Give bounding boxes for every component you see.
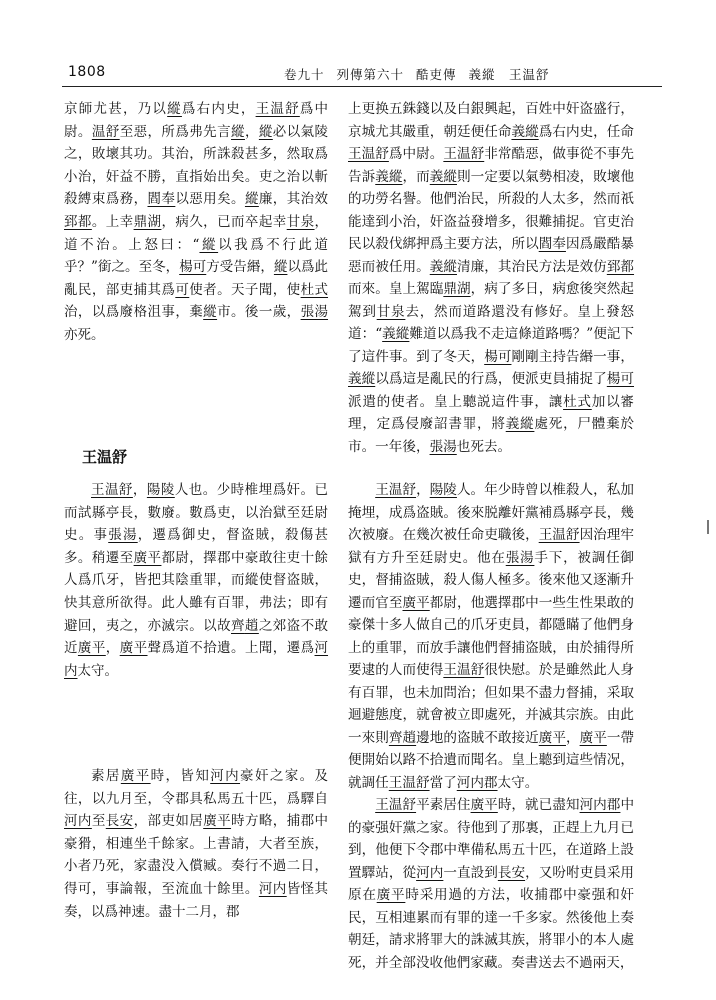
proper-name: 河内 (64, 640, 329, 679)
text-run: 都尉，他選擇郡中一些生性果敢的豪傑十多人做自己的爪牙吏員，都隱瞞了他們身上的重罪，而放手讓他們督捕盗賊，由於捕得所要逮的人而使得 (348, 594, 635, 678)
proper-name: 王温舒 (348, 146, 389, 162)
text-run: 剛剛主持告緡一事， (511, 348, 635, 365)
text-run: 人。年少時曾以椎殺人，私加掩埋，成爲盗賊。後來脱離奸黨補爲縣亭長，幾次被廢。在幾次被任命吏職後， (348, 482, 635, 543)
text-run: ，而 (402, 168, 430, 185)
text-run: 當了 (429, 774, 457, 791)
proper-name: 義縱 (511, 123, 539, 140)
text-run: 至惡，所爲弗先言 (119, 123, 232, 140)
proper-name: 王温舒 (375, 797, 417, 813)
text-run: 一帶便開始以路不拾遺而聞名。皇上聽到這些情况，就調任 (348, 729, 635, 791)
proper-name: 縱 (273, 259, 288, 276)
running-header (62, 62, 662, 87)
proper-name: 趙 (244, 617, 259, 634)
proper-name: 縱 (167, 101, 182, 117)
translation-paragraph-2 (348, 479, 634, 794)
proper-name: 廣平 (402, 594, 430, 611)
proper-name: 張湯 (108, 527, 138, 544)
original-paragraph-1 (64, 98, 328, 347)
text-run: 廉，其治效 (258, 191, 329, 208)
text-run: ，部吏如居 (133, 813, 204, 830)
proper-name: 河内 (416, 864, 444, 881)
text-run: 之郊盗不敢近 (64, 617, 329, 657)
proper-name: 張湯 (300, 304, 329, 321)
proper-name: 廣平 (77, 640, 106, 657)
text-run: 很快慰。於是雖然此人身有百罪，也未加問治；但如果不盡力督捕，采取迴避態度，就會被立即處死，并滅其宗族。由此一來則 (348, 662, 635, 746)
text-run: 治，以爲廢格沮事，棄 (64, 304, 204, 321)
text-run: 清廉，其治民方法是效仿 (456, 258, 607, 275)
proper-name: 趙 (402, 729, 417, 746)
proper-name: 廣平 (538, 729, 566, 746)
text-run: 人也。少時椎埋爲奸。已而試縣亭長，數廢。數爲吏，以治獄至廷尉史。事 (64, 482, 328, 544)
text-run: 聲爲道不拾遺。上聞，遷爲 (147, 640, 315, 657)
text-run: 因爲嚴酷暴惡而被任用。 (348, 236, 635, 275)
text-run: 太守。 (77, 662, 118, 679)
proper-name: 陽陵 (146, 482, 175, 498)
text-run: 則一定要以氣勢相凌，敗壞他的功勞名譽。他們治民，所殺的人太多，然而祇能達到小治，奸盗益發增多，很難捕捉。官吏治民以殺伐綁押爲主要方法，所以 (348, 168, 635, 252)
proper-name: 王温舒 (388, 774, 430, 791)
proper-name: 縱 (231, 123, 245, 140)
proper-name: 郅都 (64, 213, 92, 230)
text-run: 市。後一歲， (217, 304, 301, 321)
text-run: ，病久，已而卒起幸 (161, 213, 287, 230)
text-run: 時，皆知 (150, 768, 211, 784)
text-run: ， (565, 729, 580, 746)
text-run: 時方略，捕郡中豪猾，相連坐千餘家。上書請，大者至族，小者乃死，家盡没入償臧。奏行不過二日，得可，事論報，至流血十餘里。 (64, 813, 329, 897)
proper-name: 鼎湖 (443, 281, 471, 297)
proper-name: 縱 (258, 123, 273, 140)
text-run: 因治理牢獄有方升至廷尉史。他在 (348, 527, 635, 566)
translation-paragraph-3 (348, 794, 634, 974)
section-label: 列傳第六十 (336, 67, 405, 82)
proper-name: 楊可 (179, 259, 207, 276)
text-run: 爲右内史， (181, 101, 256, 117)
text-run: 爲右内史，任命 (538, 123, 635, 140)
text-run: ，又吩咐吏員采用原在 (348, 864, 635, 903)
proper-name: 杜式 (563, 393, 592, 410)
proper-name: 甘泉 (376, 303, 406, 320)
original-text-column-bottom (64, 765, 328, 923)
proper-name: 廣平 (376, 887, 406, 903)
proper-name: 縱 (244, 191, 259, 208)
text-run: 也死去。 (456, 438, 512, 455)
text-run: 必以氣陵之，敗壞其功。其治，所誅殺甚多，然取爲小治，奸益不勝，直指始出矣。吏之治以斬殺縛束爲務， (64, 123, 329, 208)
volume-label: 卷九十 (284, 67, 325, 82)
text-run: ， (105, 640, 120, 657)
original-text-column-top (64, 98, 328, 347)
translation-column-bottom (348, 479, 634, 974)
text-run: ，遷爲御史，督盗賊，殺傷甚多。稍遷至 (64, 527, 329, 566)
text-run: 皆怪其奏，以爲神速。盡十二月，郡 (64, 880, 329, 920)
text-run: 難道以爲我不走這條道路嗎？”便記下了這件事。到了冬天， (348, 326, 635, 365)
translation-column-top (348, 98, 634, 458)
text-run: 京師尤甚，乃以 (64, 101, 168, 117)
text-run: 上更换五銖錢以及白銀興起，百姓中奸盗盛行，京城尤其嚴重，朝廷便任命 (348, 101, 634, 140)
proper-name: 義縱 (375, 168, 403, 185)
proper-name: 義縱 (382, 326, 410, 342)
subjects-label: 義縱 王温舒 (468, 67, 550, 82)
text-run: 豪奸之家。及往，以九月至，令郡具私馬五十匹，爲驛自 (64, 768, 329, 807)
proper-name: 閻奉 (147, 191, 176, 208)
proper-name: 王温舒 (443, 146, 485, 162)
proper-name: 楊可 (606, 371, 635, 387)
text-run: 太守。 (497, 774, 539, 791)
text-run: 素居 (91, 768, 121, 784)
proper-name: 義縱 (505, 416, 535, 432)
proper-name: 縱 (199, 236, 219, 253)
proper-name: 王温舒 (375, 482, 417, 498)
proper-name: 杜式 (300, 281, 329, 298)
proper-name: 楊可 (484, 348, 512, 365)
proper-name: 王温舒 (443, 662, 485, 678)
proper-name: 陽陵 (429, 482, 457, 498)
proper-name: 廣平 (470, 797, 498, 813)
text-run: 手下，被調任御史，督捕盗賊，殺人傷人極多。後來他又逐漸升遷而官至 (348, 549, 635, 611)
proper-name: 廣平 (119, 640, 148, 657)
proper-name: 長安 (497, 864, 526, 881)
text-run: ， (416, 482, 430, 498)
text-run: 方受告緡， (206, 259, 274, 276)
original-paragraph-2 (64, 479, 328, 682)
proper-name: 鼎湖 (133, 213, 162, 230)
text-run: 以爲此亂民，部吏捕其爲 (64, 259, 328, 298)
proper-name: 廣平 (133, 549, 162, 566)
proper-name: 河内 (258, 880, 287, 897)
text-run: 平素居住 (416, 797, 471, 813)
proper-name: 河内 (210, 768, 241, 784)
text-run: 都尉，擇郡中豪敢往吏十餘人爲爪牙，皆把其陰重罪，而縱使督盗賊，快其意所欲得。此人雖有百罪，弗法；即有避回，夷之，亦滅宗。以故 (64, 549, 329, 634)
proper-name: 廣平 (120, 768, 151, 784)
proper-name: 王温舒 (91, 482, 133, 498)
text-run: 爲中尉。 (64, 101, 329, 140)
text-run: 中的豪强奸黨之家。待他到了那裏，正趕上九月已到，他便下令郡中準備私馬五十匹，在道路上設置驛站，從 (348, 797, 635, 881)
text-run: 而來。皇上駕臨 (348, 281, 444, 297)
proper-name: 甘泉 (286, 213, 315, 230)
text-run: 處死，尸體棄於市。一年後， (348, 416, 635, 455)
proper-name: 張湯 (505, 549, 535, 566)
proper-name: 縱 (203, 304, 218, 321)
text-run: 加以審理，定爲侵廢詔書罪，將 (348, 393, 635, 432)
section-heading: 王温舒 (82, 448, 128, 466)
text-run: 以我爲不行此道乎？”銜之。至冬， (64, 236, 329, 276)
text-run: 邊地的盗賊不敢接近 (416, 729, 539, 746)
proper-name: 齊 (388, 729, 403, 746)
text-run: 。上幸 (91, 213, 134, 230)
text-run: ，道不治。上怒曰：“ (64, 213, 329, 253)
page-edge-mark (707, 520, 709, 534)
chapter-label: 酷吏傳 (416, 67, 457, 82)
original-paragraph-3 (64, 765, 328, 923)
proper-name: 廣平 (579, 729, 607, 746)
proper-name: 義縱 (429, 258, 457, 275)
translation-paragraph-1 (348, 98, 634, 458)
proper-name: 齊 (231, 617, 245, 634)
text-run: 使者。天子聞，使 (189, 281, 301, 298)
running-title (284, 65, 550, 83)
proper-name: 河内郡 (456, 774, 498, 791)
text-run: 去，然而道路還没有修好。皇上發怒道：“ (348, 303, 635, 342)
text-run: 爲中尉。 (388, 146, 444, 162)
text-run: 非常酷惡，做事從不事先告訴 (348, 146, 635, 185)
original-text-column-mid (64, 479, 328, 682)
text-run: 派遣的使者。皇上聽説這件事，讓 (348, 393, 564, 410)
proper-name: 河内 (64, 813, 92, 830)
proper-name: 長安 (105, 813, 134, 830)
proper-name: 張湯 (429, 438, 457, 455)
proper-name: 温舒 (91, 123, 120, 140)
proper-name: 義縱 (348, 371, 376, 387)
proper-name: 王温舒 (538, 527, 580, 543)
text-run: ， (244, 123, 259, 140)
proper-name: 河内郡 (579, 797, 621, 813)
text-run: ， (132, 482, 147, 498)
text-run: 一直設到 (443, 864, 498, 881)
proper-name: 閻奉 (538, 236, 566, 252)
proper-name: 王温舒 (255, 101, 300, 117)
proper-name: 可 (175, 281, 190, 298)
text-run: ，病了多日，病愈後突然起駕到 (348, 281, 635, 320)
text-run: 以爲這是亂民的行爲，便派吏員捕捉了 (375, 371, 607, 387)
text-run: 以惡用矣。 (175, 191, 245, 208)
proper-name: 義縱 (429, 168, 457, 185)
text-run: 至 (91, 813, 106, 830)
text-run: 亦死。 (64, 326, 105, 343)
proper-name: 郅都 (606, 258, 635, 275)
page-number: 1808 (68, 64, 106, 80)
text-run: 時，就已盡知 (497, 797, 580, 813)
proper-name: 廣平 (203, 813, 232, 830)
text-run: 時采用過的方法，收捕郡中豪强和奸民，互相連累而有罪的達一千多家。然後他上奏朝廷，請求將罪大的誅滅其族，將罪小的本人處死，并全部没收他們家藏。奏書送去不過兩天， (348, 887, 635, 971)
